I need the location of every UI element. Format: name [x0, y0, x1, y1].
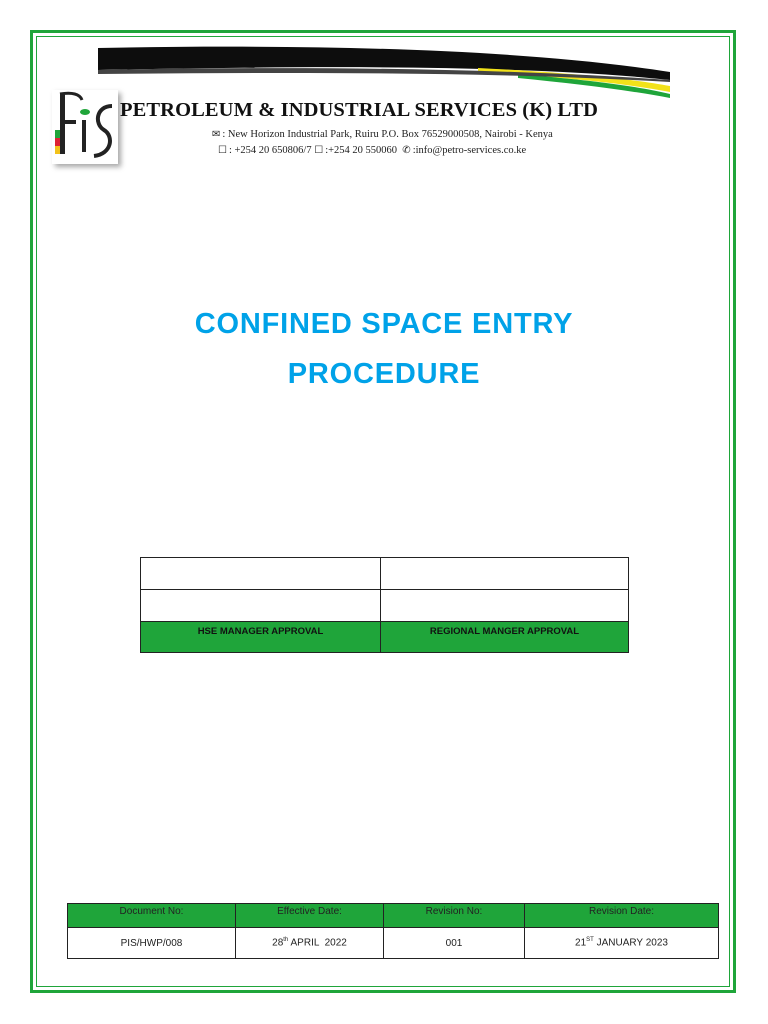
hse-date-cell	[141, 590, 381, 622]
envelope-icon: ✉	[212, 129, 221, 140]
address-line	[212, 129, 553, 140]
company-logo	[52, 90, 118, 164]
page-border-inner	[36, 36, 730, 987]
regional-date-cell	[381, 590, 629, 622]
revision-no-value: 001	[384, 928, 525, 959]
document-title-line2: PROCEDURE	[287, 358, 481, 390]
approval-table	[140, 557, 629, 653]
revision-day-suffix: ST	[586, 937, 594, 944]
document-info-table	[67, 903, 719, 959]
doc-no-value: PIS/HWP/008	[68, 928, 236, 959]
docinfo-header-row	[68, 904, 719, 928]
approval-blank-row	[141, 590, 629, 622]
doc-no-header: Document No:	[68, 904, 236, 928]
effective-date-value	[236, 928, 384, 959]
approval-blank-row	[141, 558, 629, 590]
revision-date-value	[525, 928, 719, 959]
revision-no-header: Revision No:	[384, 904, 525, 928]
phone1-text: : +254 20 650806/7	[228, 145, 312, 156]
revision-day: 21	[575, 937, 587, 949]
effective-month-year: APRIL 2022	[288, 937, 347, 949]
fax-icon: ☐	[314, 145, 324, 156]
docinfo-value-row	[68, 928, 719, 959]
regional-signature-cell	[381, 558, 629, 590]
email-icon: ✆	[402, 145, 411, 156]
document-title-line1: CONFINED SPACE ENTRY	[194, 308, 574, 340]
effective-date-header: Effective Date:	[236, 904, 384, 928]
phone-email-line	[218, 145, 526, 156]
phone2-text: :+254 20 550060	[325, 145, 398, 156]
regional-approval-label: REGIONAL MANGER APPROVAL	[381, 622, 629, 653]
company-name: PETROLEUM & INDUSTRIAL SERVICES (K) LTD	[120, 99, 599, 121]
effective-day: 28	[272, 937, 284, 949]
approval-label-row	[141, 622, 629, 653]
effective-day-suffix: th	[283, 937, 289, 944]
revision-month-year: JANUARY 2023	[593, 937, 668, 949]
address-text: : New Horizon Industrial Park, Ruiru P.O. Box 76529000508, Nairobi - Kenya	[222, 129, 553, 140]
revision-date-header: Revision Date:	[525, 904, 719, 928]
email-text: :info@petro-services.co.ke	[412, 145, 527, 156]
hse-approval-label: HSE MANAGER APPROVAL	[141, 622, 381, 653]
header-banner	[98, 42, 670, 98]
hse-signature-cell	[141, 558, 381, 590]
phone-icon: ☐	[218, 145, 227, 156]
